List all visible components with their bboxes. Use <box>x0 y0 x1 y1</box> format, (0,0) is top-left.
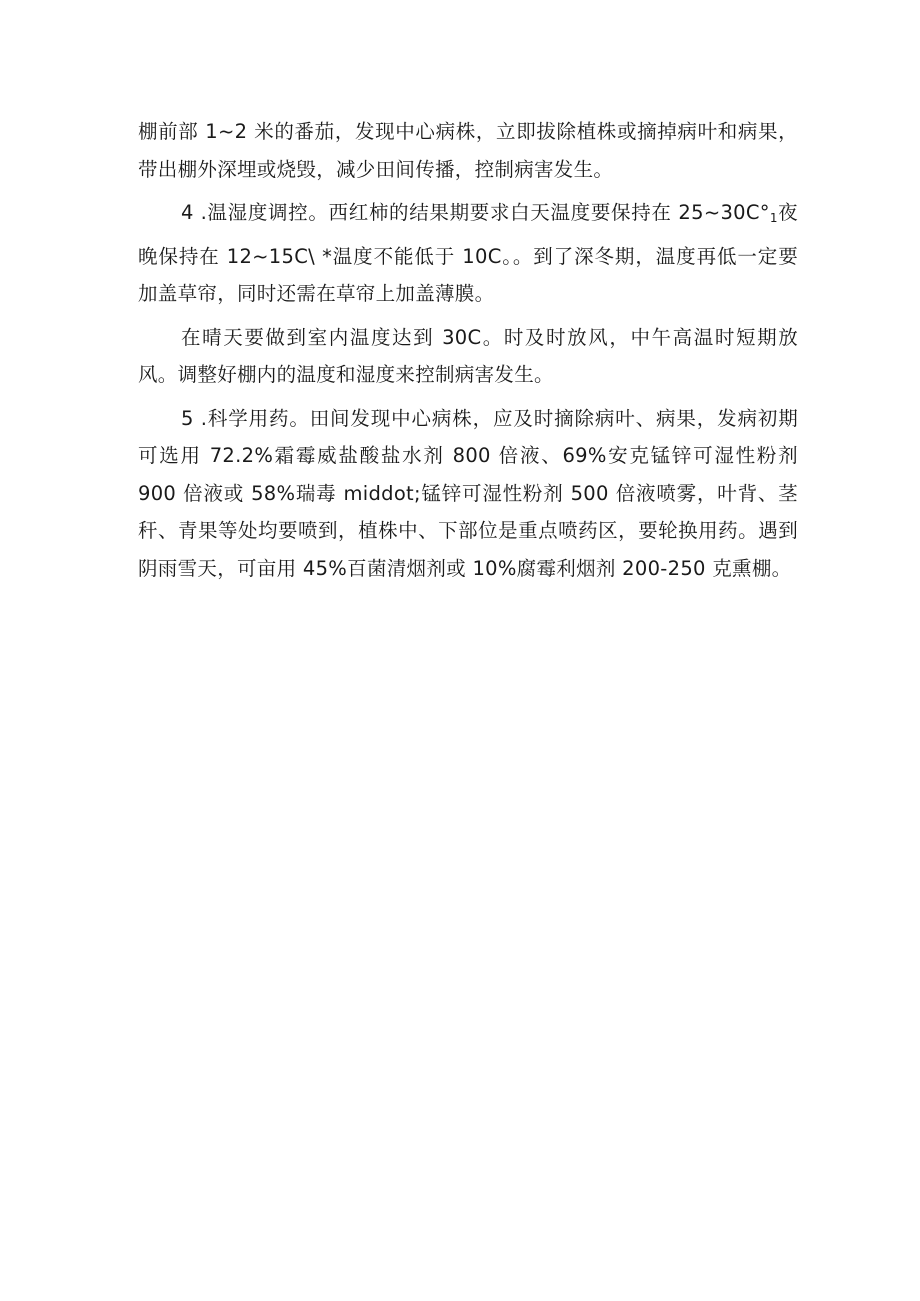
paragraph-text: 夜晚保持在 12~15C\ *温度不能低于 10C。。到了深冬期，温度再低一定要加盖草帘，同时还需在草帘上加盖薄膜。 <box>138 201 798 305</box>
paragraph-sunny-ventilation <box>138 319 798 394</box>
paragraph-item-4 <box>138 194 798 313</box>
paragraph-text: 4 .温湿度调控。西红柿的结果期要求白天温度要保持在 25~30C° <box>181 201 770 224</box>
paragraph-item-5 <box>138 400 798 588</box>
document-body <box>138 113 798 587</box>
paragraph-text: 5 .科学用药。田间发现中心病株，应及时摘除病叶、病果，发病初期可选用 72.2%霜霉威盐酸盐水剂 800 倍液、69%安克锰锌可湿性粉剂 900 倍液或 58%瑞毒 middot;锰锌可湿性粉剂 500 倍液喷雾，叶背、茎秆、青果等处均要喷到，植株中、下部位是重点喷药区，要轮换用药。遇到阴雨雪天，可亩用 45%百菌清烟剂或 10%腐霉利烟剂 200-250 克熏棚。 <box>138 406 798 580</box>
paragraph-text: 棚前部 1~2 米的番茄，发现中心病株，立即拔除植株或摘掉病叶和病果，带出棚外深埋或烧毁，减少田间传播，控制病害发生。 <box>138 120 798 181</box>
paragraph-continued <box>138 113 798 188</box>
paragraph-text: 在晴天要做到室内温度达到 30C。时及时放风，中午高温时短期放风。调整好棚内的温度和湿度来控制病害发生。 <box>138 325 798 386</box>
subscript-text: 1 <box>769 211 778 225</box>
